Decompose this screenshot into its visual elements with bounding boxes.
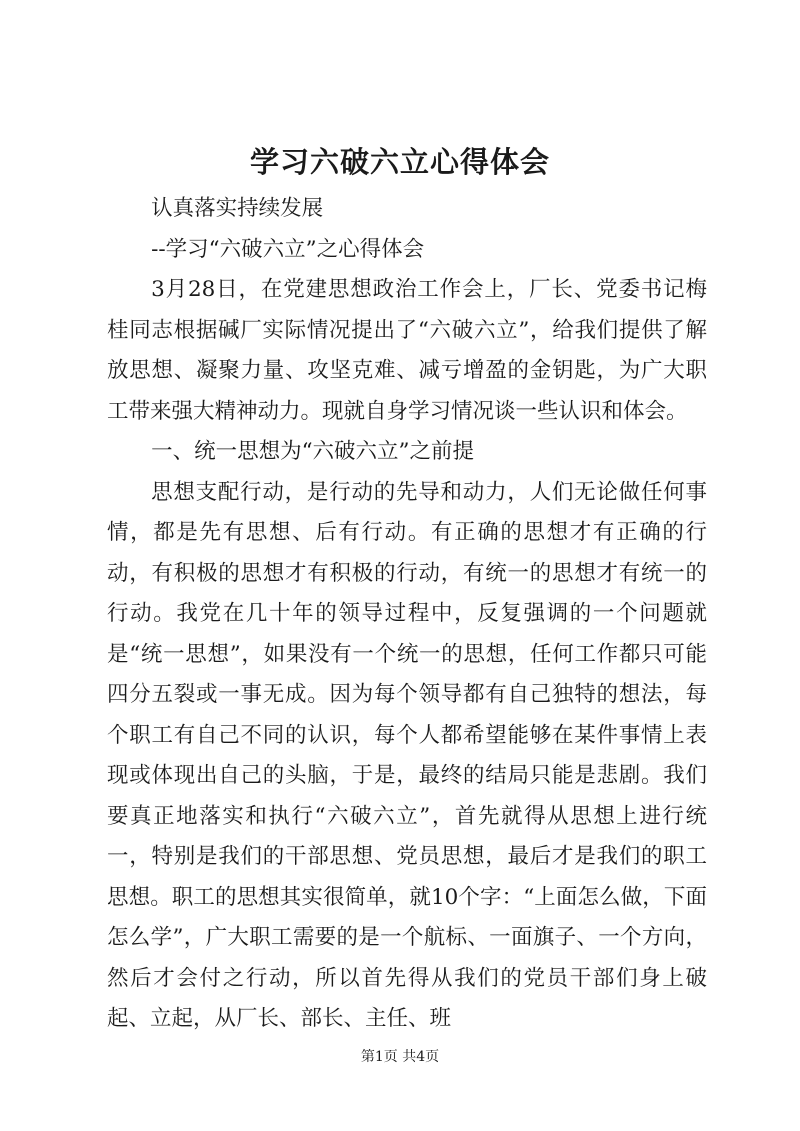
footer-mid: 页 共: [383, 1049, 417, 1065]
page-number: 1: [374, 1049, 384, 1065]
footer-prefix: 第: [360, 1049, 375, 1065]
body-paragraph: 3月28日，在党建思想政治工作会上，厂长、党委书记梅桂同志根据碱厂实际情况提出了“六破六立”，给我们提供了解放思想、凝聚力量、攻坚克难、减亏增盈的金钥匙，为广大职工带来强大精神动力。现就自身学习情况谈一些认识和体会。: [107, 277, 707, 424]
body-paragraph: 思想支配行动，是行动的先导和动力，人们无论做任何事情，都是先有思想、后有行动。有正确的思想才有正确的行动，有积极的思想才有积极的行动，有统一的思想才有统一的行动。我党在几十年的领导过程中，反复强调的一个问题就是“统一思想”，如果没有一个统一的思想，任何工作都只可能四分五裂或一事无成。因为每个领导都有自己独特的想法，每个职工有自己不同的认识，每个人都希望能够在某件事情上表现或体现出自己的头脑，于是，最终的结局只能是悲剧。我们要真正地落实和执行“六破六立”，首先就得从思想上进行统一，特别是我们的干部思想、党员思想，最后才是我们的职工思想。职工的思想其实很简单，就10个字：“上面怎么做，下面怎么学”，广大职工需要的是一个航标、一面旗子、一个方向，然后才会付之行动，所以首先得从我们的党员干部们身上破起、立起，从厂长、部长、主任、班: [107, 479, 707, 1031]
page-footer: [0, 1047, 800, 1067]
section-heading: 一、统一思想为“六破六立”之前提: [151, 439, 475, 464]
subtitle-line: --学习“六破六立”之心得体会: [151, 236, 425, 262]
subtitle-line: 认真落实持续发展: [151, 196, 324, 221]
document-title: 学习六破六立心得体会: [249, 145, 550, 179]
footer-suffix: 页: [425, 1049, 440, 1065]
total-pages: 4: [416, 1049, 426, 1065]
document-body: [107, 189, 707, 1040]
